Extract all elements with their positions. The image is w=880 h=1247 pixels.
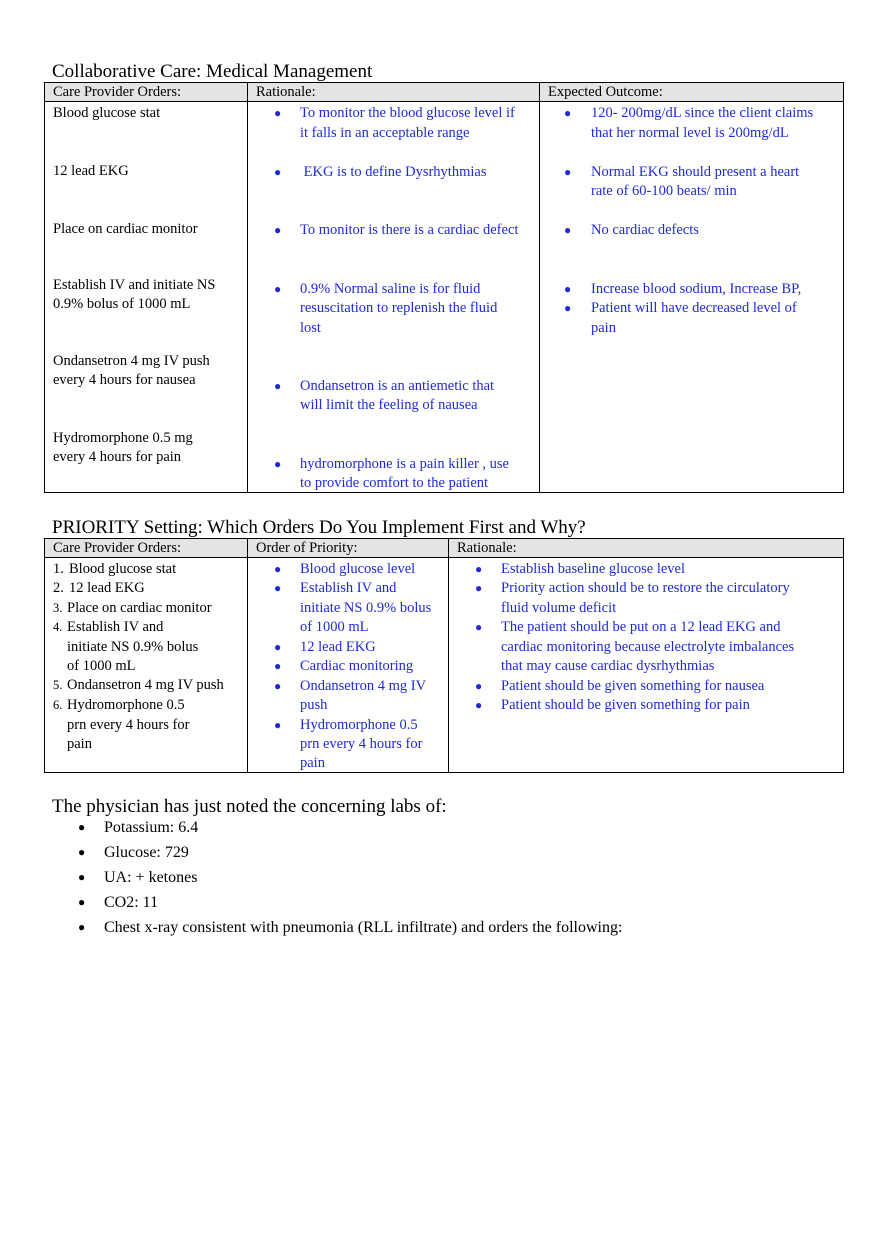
bullet-icon: ● (274, 106, 282, 120)
priority-text: of 1000 mL (300, 619, 369, 635)
priority-text: 12 lead EKG (300, 639, 376, 655)
section-title-collaborative-care: Collaborative Care: Medical Management (52, 61, 373, 82)
table-header-row (45, 539, 844, 558)
order-text: Place on cardiac monitor (67, 600, 212, 616)
order-text: Hydromorphone 0.5 (67, 697, 185, 713)
rationale-text: The patient should be put on a 12 lead EKG and (501, 619, 781, 635)
bullet-icon: ● (475, 562, 483, 576)
order-text: Hydromorphone 0.5 mg (53, 430, 193, 446)
priority-rationale-cell (449, 558, 844, 773)
order-text: initiate NS 0.9% bolus (67, 639, 199, 655)
order-text: Ondansetron 4 mg IV push (67, 677, 224, 693)
bullet-icon: ● (274, 379, 282, 393)
col-header-orders: Care Provider Orders: (45, 83, 248, 102)
bullet-icon: ● (274, 457, 282, 471)
order-text: 12 lead EKG (69, 580, 145, 596)
order-text: every 4 hours for nausea (53, 372, 196, 388)
bullet-icon: ● (475, 581, 483, 595)
outcome-text: 120- 200mg/dL since the client claims (591, 105, 814, 121)
rationale-text: Patient should be given something for nausea (501, 678, 765, 694)
priority-text: push (300, 697, 328, 713)
bullet-icon: ● (475, 620, 483, 634)
order-text: pain (67, 736, 92, 752)
priority-setting-table (44, 538, 844, 773)
bullet-icon: ● (78, 845, 86, 859)
col-header-priority: Order of Priority: (248, 539, 449, 558)
rationale-cell (248, 102, 540, 493)
col-header-rationale: Rationale: (449, 539, 844, 558)
order-number: 3. (53, 601, 63, 615)
bullet-icon: ● (564, 106, 572, 120)
order-text: Place on cardiac monitor (53, 221, 198, 237)
bullet-icon: ● (274, 640, 282, 654)
order-text: Establish IV and (67, 619, 164, 635)
priority-text: Cardiac monitoring (300, 658, 414, 674)
rationale-text: To monitor the blood glucose level if (300, 105, 515, 121)
col-header-orders: Care Provider Orders: (45, 539, 248, 558)
bullet-icon: ● (564, 165, 572, 179)
order-text: Establish IV and initiate NS (53, 277, 216, 293)
order-number: 5. (53, 678, 63, 692)
list-item (78, 890, 622, 915)
order-text: prn every 4 hours for (67, 717, 190, 733)
rationale-text: Ondansetron is an antiemetic that (300, 378, 495, 394)
bullet-icon: ● (274, 581, 282, 595)
lab-text: Chest x-ray consistent with pneumonia (RLL infiltrate) and orders the following: (104, 919, 623, 936)
list-item (78, 865, 622, 890)
rationale-text: it falls in an acceptable range (300, 125, 470, 141)
priority-text: Hydromorphone 0.5 (300, 717, 418, 733)
bullet-icon: ● (78, 920, 86, 934)
labs-intro: The physician has just noted the concerning labs of: (52, 796, 447, 817)
bullet-icon: ● (564, 282, 572, 296)
labs-list (78, 815, 622, 940)
bullet-icon: ● (475, 698, 483, 712)
bullet-icon: ● (78, 895, 86, 909)
outcome-text: Patient will have decreased level of (591, 300, 797, 316)
list-item (78, 840, 622, 865)
bullet-icon: ● (274, 562, 282, 576)
outcome-text: Increase blood sodium, Increase BP, (591, 281, 802, 297)
order-text: 12 lead EKG (53, 163, 129, 179)
bullet-icon: ● (274, 718, 282, 732)
bullet-icon: ● (274, 659, 282, 673)
rationale-text: that may cause cardiac dysrhythmias (501, 658, 715, 674)
order-number: 2. (53, 580, 64, 596)
priority-text: Establish IV and (300, 580, 397, 596)
section-title-priority-setting: PRIORITY Setting: Which Orders Do You Implement First and Why? (52, 517, 586, 538)
priority-cell (248, 558, 449, 773)
order-number: 6. (53, 698, 63, 712)
table-header-row (45, 83, 844, 102)
priority-text: prn every 4 hours for (300, 736, 423, 752)
order-text: Blood glucose stat (53, 105, 161, 121)
rationale-text: resuscitation to replenish the fluid (300, 300, 498, 316)
list-item (78, 815, 622, 840)
col-header-rationale: Rationale: (248, 83, 540, 102)
orders-cell (45, 102, 248, 493)
numbered-orders-cell (45, 558, 248, 773)
priority-text: pain (300, 755, 325, 771)
order-text: Blood glucose stat (69, 561, 177, 577)
list-item (78, 915, 622, 940)
collaborative-care-table (44, 82, 844, 493)
outcome-text: Normal EKG should present a heart (591, 164, 800, 180)
rationale-text: cardiac monitoring because electrolyte imbalances (501, 639, 795, 655)
rationale-text: Establish baseline glucose level (501, 561, 686, 577)
priority-text: initiate NS 0.9% bolus (300, 600, 432, 616)
bullet-icon: ● (564, 223, 572, 237)
order-number: 1. (53, 561, 64, 577)
lab-text: UA: + ketones (104, 869, 198, 886)
rationale-text: will limit the feeling of nausea (300, 397, 478, 413)
order-text: of 1000 mL (67, 658, 136, 674)
table-body-row (45, 102, 844, 493)
lab-text: Glucose: 729 (104, 844, 189, 861)
outcome-text: rate of 60-100 beats/ min (591, 183, 737, 199)
bullet-icon: ● (274, 165, 282, 179)
priority-text: Blood glucose level (300, 561, 416, 577)
outcome-text: pain (591, 320, 616, 336)
bullet-icon: ● (274, 282, 282, 296)
outcome-text: that her normal level is 200mg/dL (591, 125, 789, 141)
order-number: 4. (53, 620, 63, 634)
col-header-outcome: Expected Outcome: (540, 83, 844, 102)
rationale-text: to provide comfort to the patient (300, 475, 489, 491)
bullet-icon: ● (274, 223, 282, 237)
rationale-text: hydromorphone is a pain killer , use (300, 456, 509, 472)
table-body-row (45, 558, 844, 773)
rationale-text: Patient should be given something for pain (501, 697, 750, 713)
bullet-icon: ● (78, 870, 86, 884)
lab-text: Potassium: 6.4 (104, 819, 199, 836)
order-text: every 4 hours for pain (53, 449, 182, 465)
bullet-icon: ● (274, 679, 282, 693)
rationale-text: lost (300, 320, 321, 336)
outcome-text: No cardiac defects (591, 222, 699, 238)
rationale-text: 0.9% Normal saline is for fluid (300, 281, 481, 297)
lab-text: CO2: 11 (104, 894, 159, 911)
outcome-cell (540, 102, 844, 493)
order-text: 0.9% bolus of 1000 mL (53, 296, 191, 312)
rationale-text: EKG is to define Dysrhythmias (300, 164, 487, 180)
rationale-text: To monitor is there is a cardiac defect (300, 222, 519, 238)
order-text: Ondansetron 4 mg IV push (53, 353, 210, 369)
rationale-text: fluid volume deficit (501, 600, 617, 616)
bullet-icon: ● (564, 301, 572, 315)
bullet-icon: ● (78, 820, 86, 834)
bullet-icon: ● (475, 679, 483, 693)
priority-text: Ondansetron 4 mg IV (300, 678, 427, 694)
rationale-text: Priority action should be to restore the circulatory (501, 580, 790, 596)
